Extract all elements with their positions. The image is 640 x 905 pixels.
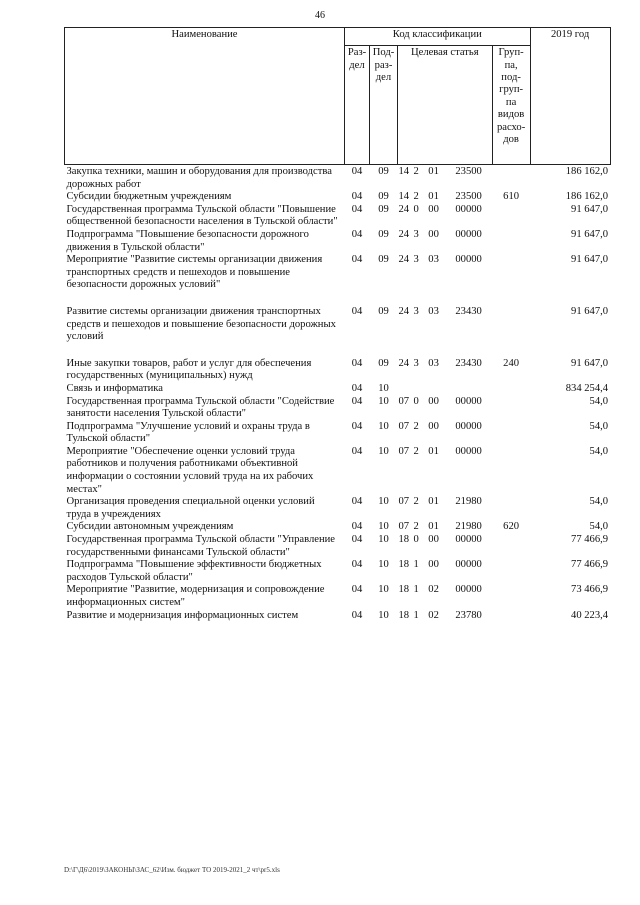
row-direction: 23430	[455, 305, 482, 317]
row-podrazdel: 10	[378, 521, 389, 533]
table-row	[65, 358, 611, 383]
table-row	[65, 306, 611, 358]
row-direction: 21980	[455, 521, 482, 533]
row-amount: 73 466,9	[571, 584, 609, 596]
row-expense-group: 240	[503, 357, 520, 369]
row-direction: 00000	[455, 395, 482, 407]
row-subprogram: 0	[413, 534, 419, 546]
row-expense-group	[492, 229, 530, 254]
row-name: Государственная программа Тульской области "Управление государственными финансами Тульской области"	[66, 534, 335, 558]
row-main-event: 03	[428, 357, 439, 369]
row-direction: 00000	[455, 534, 482, 546]
row-name: Подпрограмма "Повышение безопасности дорожного движения в Тульской области"	[66, 228, 309, 253]
row-direction: 00000	[455, 584, 482, 596]
row-main-event: 00	[428, 534, 439, 546]
table-body	[65, 165, 611, 623]
row-podrazdel: 10	[378, 395, 389, 407]
row-razdel: 04	[351, 521, 363, 533]
row-expense-group	[492, 204, 530, 229]
row-main-event: 01	[428, 191, 439, 203]
row-podrazdel: 10	[378, 584, 389, 596]
row-razdel: 04	[351, 609, 363, 621]
row-subprogram: 1	[413, 559, 419, 571]
row-expense-group	[492, 165, 530, 192]
row-razdel: 04	[351, 203, 363, 215]
row-expense-group	[492, 584, 530, 609]
row-expense-group: 610	[503, 191, 520, 203]
row-program: 07	[398, 445, 410, 457]
table-row	[65, 496, 611, 521]
row-program: 24	[398, 305, 410, 317]
row-subprogram: 3	[413, 357, 419, 369]
row-amount: 54,0	[589, 445, 609, 457]
row-main-event: 00	[428, 559, 439, 571]
row-razdel: 04	[351, 420, 363, 432]
row-main-event: 01	[428, 445, 439, 457]
row-podrazdel: 09	[378, 166, 389, 177]
header-name: Наименование	[65, 28, 345, 165]
row-podrazdel: 10	[378, 382, 389, 394]
row-podrazdel: 10	[378, 559, 389, 571]
row-name: Государственная программа Тульской области "Содействие занятости населения Тульской области"	[66, 395, 335, 420]
table-row	[65, 383, 611, 396]
row-amount: 54,0	[589, 420, 609, 432]
row-subprogram: 2	[413, 496, 419, 508]
table-header	[65, 28, 611, 165]
row-direction: 00000	[455, 228, 482, 240]
row-direction: 00000	[455, 559, 482, 571]
row-main-event: 01	[428, 496, 439, 508]
row-main-event: 03	[428, 254, 439, 266]
row-podrazdel: 09	[378, 357, 389, 369]
row-program: 07	[398, 521, 410, 533]
row-amount: 834 254,4	[565, 382, 609, 394]
row-expense-group	[492, 446, 530, 496]
row-name: Мероприятие "Обеспечение оценки условий труда работников и получения работниками объективной информации о состоянии условий труда на их рабочих местах"	[66, 445, 314, 495]
row-direction	[445, 383, 492, 396]
row-name: Развитие и модернизация информационных систем	[66, 609, 299, 621]
row-razdel: 04	[351, 382, 363, 394]
row-podrazdel: 10	[378, 496, 389, 508]
row-subprogram: 2	[413, 191, 419, 203]
row-main-event: 00	[428, 420, 439, 432]
row-program: 14	[398, 191, 410, 203]
row-name: Развитие системы организации движения транспортных средств и пешеходов и повышение безопасности дорожных условий	[66, 305, 336, 343]
row-razdel: 04	[351, 305, 363, 317]
row-direction: 00000	[455, 445, 482, 457]
row-amount: 54,0	[589, 395, 609, 407]
row-amount: 54,0	[589, 496, 609, 508]
row-name: Подпрограмма "Повышение эффективности бюджетных расходов Тульской области"	[66, 559, 322, 583]
table-row	[65, 421, 611, 446]
row-direction: 21980	[455, 496, 482, 508]
row-amount: 91 647,0	[571, 357, 609, 369]
table-row	[65, 534, 611, 559]
row-main-event: 00	[428, 228, 439, 240]
row-podrazdel: 09	[378, 228, 389, 240]
row-main-event: 01	[428, 521, 439, 533]
row-subprogram: 3	[413, 228, 419, 240]
row-razdel: 04	[351, 228, 363, 240]
row-razdel: 04	[351, 254, 363, 266]
row-podrazdel: 09	[378, 254, 389, 266]
row-program: 24	[398, 357, 410, 369]
header-classification: Код классификации	[345, 28, 531, 46]
row-program	[398, 383, 411, 396]
row-podrazdel: 09	[378, 191, 389, 203]
row-main-event: 00	[428, 203, 439, 215]
row-subprogram: 2	[413, 420, 419, 432]
row-amount: 40 223,4	[571, 609, 609, 621]
row-main-event: 03	[428, 305, 439, 317]
row-name: Закупка техники, машин и оборудования для производства дорожных работ	[66, 166, 332, 190]
row-name: Мероприятие "Развитие системы организации движения транспортных средств и пешеходов и повышение безопасности дорожных условий"	[66, 254, 323, 291]
row-program: 18	[398, 584, 410, 596]
row-subprogram: 3	[413, 305, 419, 317]
row-name: Подпрограмма "Улучшение условий и охраны труда в Тульской области"	[66, 420, 310, 445]
row-program: 07	[398, 395, 410, 407]
table-row	[65, 165, 611, 192]
table-row	[65, 521, 611, 534]
row-main-event: 02	[428, 584, 439, 596]
row-amount: 186 162,0	[565, 166, 609, 177]
table-row	[65, 191, 611, 204]
table-row	[65, 204, 611, 229]
row-expense-group	[492, 610, 530, 623]
row-expense-group	[492, 559, 530, 584]
row-name: Субсидии бюджетным учреждениям	[66, 191, 232, 203]
row-podrazdel: 10	[378, 420, 389, 432]
row-razdel: 04	[351, 395, 363, 407]
row-podrazdel: 10	[378, 445, 389, 457]
row-amount: 186 162,0	[565, 191, 609, 203]
header-expense-group: Груп-па, под-груп-па видов расхо-дов	[492, 46, 530, 165]
row-razdel: 04	[351, 584, 363, 596]
row-expense-group	[492, 496, 530, 521]
table-row	[65, 396, 611, 421]
row-name: Иные закупки товаров, работ и услуг для обеспечения государственных (муниципальных) нужд	[66, 357, 312, 382]
header-target-article: Целевая статья	[398, 46, 493, 165]
row-subprogram: 1	[413, 584, 419, 596]
row-name: Организация проведения специальной оценки условий труда в учреждениях	[66, 496, 315, 520]
row-podrazdel: 10	[378, 534, 389, 546]
row-direction: 00000	[455, 254, 482, 266]
row-amount: 91 647,0	[571, 254, 609, 266]
row-podrazdel: 09	[378, 305, 389, 317]
header-razdel: Раз-дел	[345, 46, 370, 165]
row-amount: 91 647,0	[571, 203, 609, 215]
row-program: 07	[398, 420, 410, 432]
row-program: 24	[398, 203, 410, 215]
row-program: 18	[398, 534, 410, 546]
row-subprogram: 2	[413, 445, 419, 457]
table-row	[65, 559, 611, 584]
row-razdel: 04	[351, 534, 363, 546]
row-amount: 91 647,0	[571, 228, 609, 240]
row-amount: 91 647,0	[571, 305, 609, 317]
row-program: 24	[398, 228, 410, 240]
row-amount: 77 466,9	[571, 559, 609, 571]
row-direction: 23780	[455, 609, 482, 621]
row-program: 14	[398, 166, 410, 177]
page-number: 46	[315, 10, 325, 21]
header-podrazdel: Под-раз-дел	[370, 46, 398, 165]
row-amount: 77 466,9	[571, 534, 609, 546]
row-expense-group	[492, 254, 530, 306]
row-podrazdel: 09	[378, 203, 389, 215]
row-subprogram: 1	[413, 609, 419, 621]
row-program: 18	[398, 559, 410, 571]
row-expense-group	[492, 396, 530, 421]
row-subprogram: 2	[413, 521, 419, 533]
row-direction: 23500	[455, 191, 482, 203]
row-direction: 00000	[455, 420, 482, 432]
row-name: Мероприятие "Развитие, модернизация и сопровождение информационных систем"	[66, 584, 325, 608]
row-main-event: 02	[428, 609, 439, 621]
table-row	[65, 610, 611, 623]
row-razdel: 04	[351, 357, 363, 369]
row-expense-group: 620	[503, 521, 520, 533]
budget-table	[64, 27, 611, 622]
row-expense-group	[492, 306, 530, 358]
row-direction: 23500	[455, 166, 482, 177]
row-razdel: 04	[351, 445, 363, 457]
row-subprogram: 0	[413, 395, 419, 407]
row-subprogram: 2	[413, 166, 419, 177]
table-row	[65, 229, 611, 254]
row-main-event: 01	[428, 166, 439, 177]
row-name: Связь и информатика	[66, 382, 163, 394]
row-razdel: 04	[351, 166, 363, 177]
row-expense-group	[492, 534, 530, 559]
row-subprogram: 3	[413, 254, 419, 266]
footer-file-path: D:\Г\Д6\2019\ЗАКОНЫ\ЗАС_62\Изм. бюджет ТО 2019-2021_2 чт\pr5.xls	[64, 866, 280, 874]
row-direction: 00000	[455, 203, 482, 215]
row-name: Государственная программа Тульской области "Повышение общественной безопасности населения в Тульской области"	[66, 203, 338, 228]
row-direction: 23430	[455, 357, 482, 369]
row-subprogram: 0	[413, 203, 419, 215]
row-program: 07	[398, 496, 410, 508]
row-program: 18	[398, 609, 410, 621]
row-razdel: 04	[351, 496, 363, 508]
row-amount: 54,0	[589, 521, 609, 533]
row-expense-group	[492, 421, 530, 446]
table-row	[65, 584, 611, 609]
row-name: Субсидии автономным учреждениям	[66, 521, 234, 533]
row-main-event: 00	[428, 395, 439, 407]
row-main-event	[422, 383, 445, 396]
row-expense-group	[492, 383, 530, 396]
row-subprogram	[410, 383, 422, 396]
row-program: 24	[398, 254, 410, 266]
row-podrazdel: 10	[378, 609, 389, 621]
row-razdel: 04	[351, 559, 363, 571]
table-row	[65, 446, 611, 496]
header-year: 2019 год	[530, 28, 610, 165]
row-razdel: 04	[351, 191, 363, 203]
table-row	[65, 254, 611, 306]
